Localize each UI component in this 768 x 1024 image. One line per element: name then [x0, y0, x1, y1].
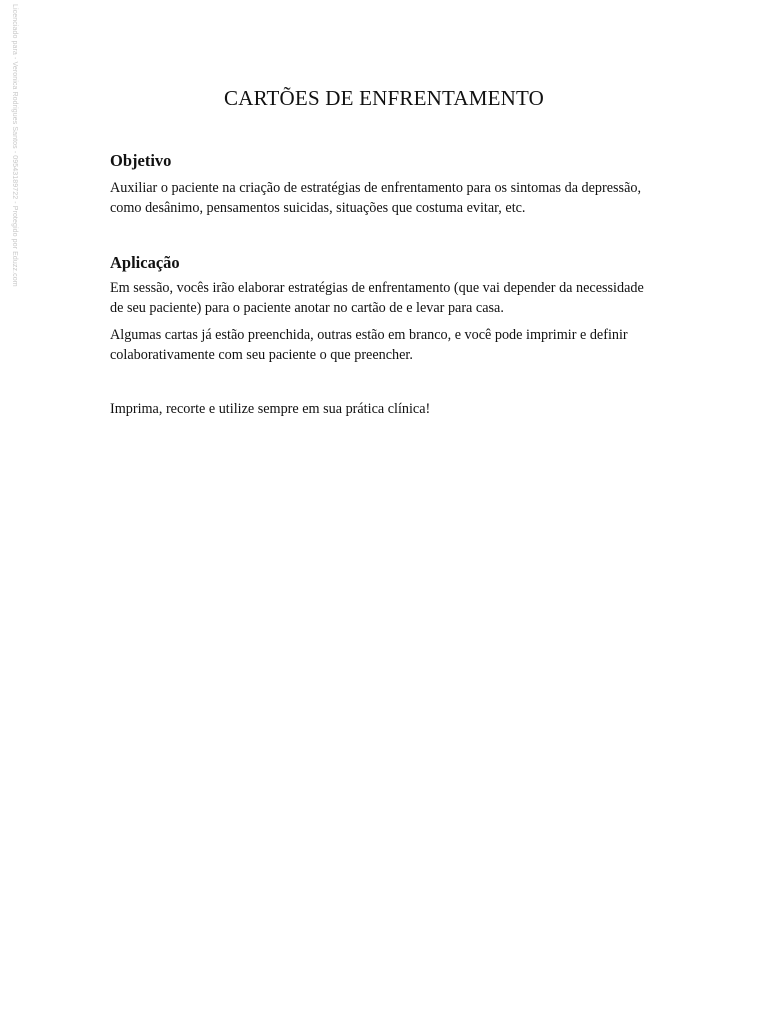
aplicacao-heading: Aplicação: [110, 253, 180, 272]
page-title: CARTÕES DE ENFRENTAMENTO: [224, 86, 544, 110]
objetivo-paragraph: Auxiliar o paciente na criação de estratégias de enfrentamento para os sintomas da depressão, como desânimo, pensamentos suicidas, situações que costuma evitar, etc.: [110, 180, 642, 216]
license-watermark-text: Licenciado para - Veronica Rodrigues Santos - 09543189722 - Protegido por Eduzz.com: [11, 4, 18, 287]
aplicacao-paragraph-1: Em sessão, vocês irão elaborar estratégias de enfrentamento (que vai depender da necessidade de seu paciente) para o paciente anotar no cartão de e levar para casa.: [110, 280, 644, 316]
closing-paragraph: Imprima, recorte e utilize sempre em sua prática clínica!: [110, 401, 431, 417]
objetivo-heading: Objetivo: [110, 151, 172, 170]
document-body: [110, 150, 645, 420]
aplicacao-paragraph-2: Algumas cartas já estão preenchida, outras estão em branco, e você pode imprimir e definir colaborativamente com seu paciente o que preencher.: [110, 327, 628, 363]
license-watermark: [8, 4, 20, 294]
